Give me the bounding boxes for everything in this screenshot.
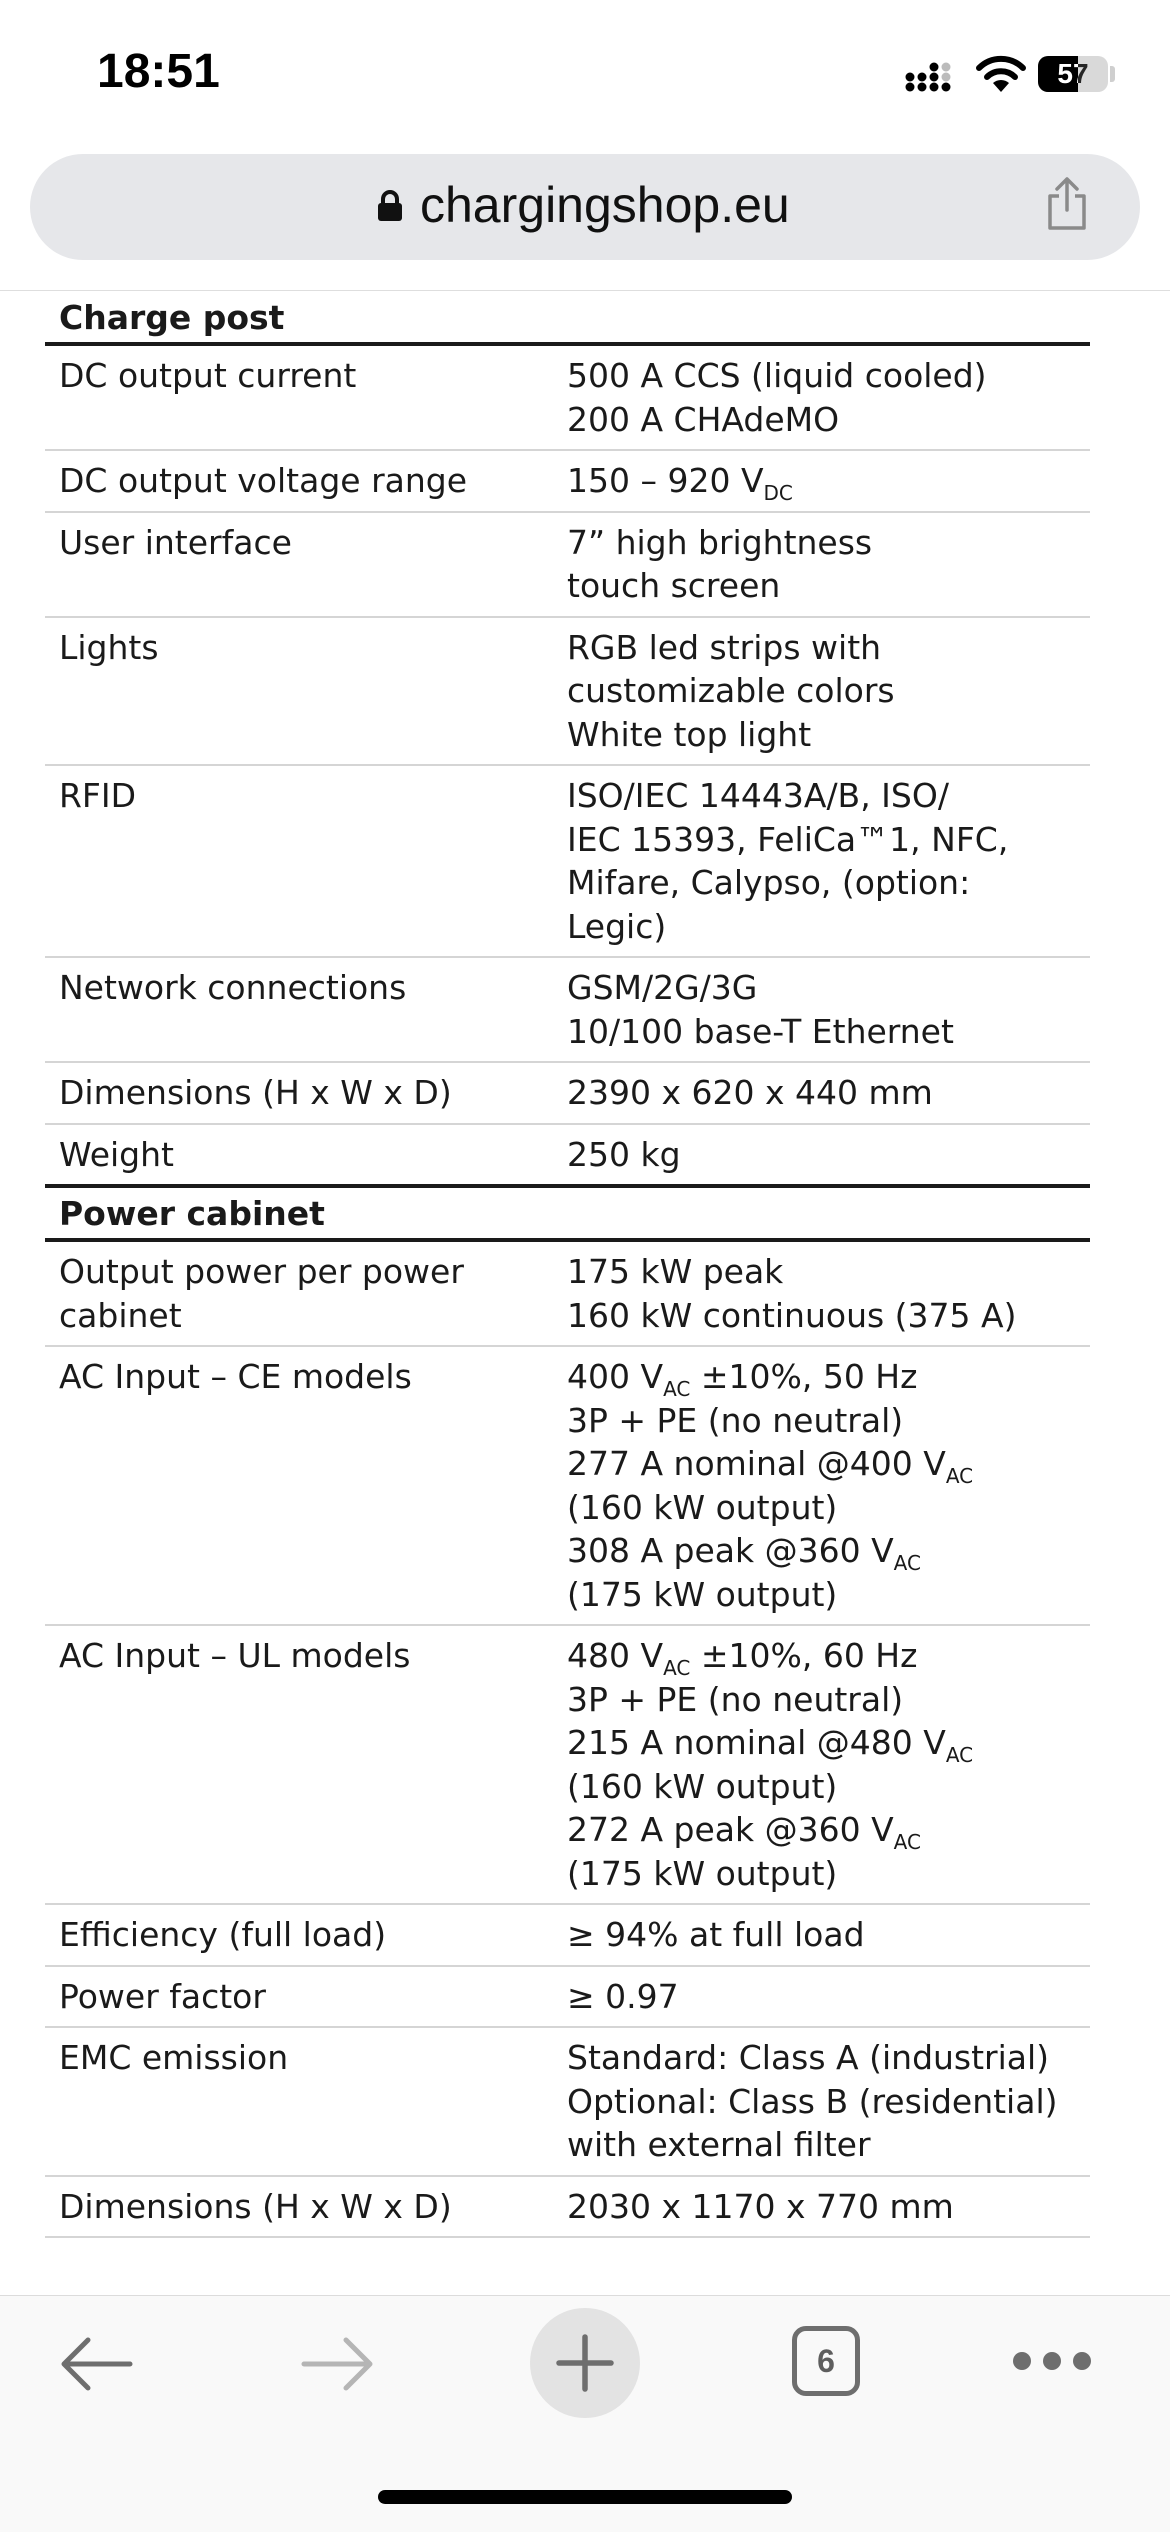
- spec-label: [45, 1250, 567, 1337]
- spec-value-text: IEC 15393, FeliCa™1, NFC,: [567, 819, 1009, 859]
- spec-value-line: [567, 521, 1090, 565]
- table-row: [45, 958, 1090, 1063]
- spec-value-line: [567, 459, 1090, 503]
- spec-value-text: 3P + PE (no neutral): [567, 1679, 904, 1719]
- spec-label-line: AC Input – CE models: [59, 1357, 412, 1396]
- table-row: [45, 1347, 1090, 1626]
- table-row: [45, 1905, 1090, 1967]
- spec-value-text: touch screen: [567, 566, 781, 605]
- spec-label: [45, 966, 567, 1053]
- spec-label-line: RFID: [59, 776, 137, 815]
- spec-table: [45, 292, 1090, 2238]
- spec-value-line: [567, 1399, 1090, 1443]
- spec-label-line: Power factor: [59, 1976, 266, 2016]
- spec-value-text: GSM/2G/3G: [567, 968, 758, 1007]
- spec-value-text: RGB led strips with: [567, 627, 882, 667]
- spec-value-line: [567, 713, 1090, 757]
- spec-value-text: ≥ 0.97: [567, 1976, 679, 2016]
- spec-value-line: [567, 966, 1090, 1010]
- spec-label-line: User interface: [59, 522, 292, 562]
- spec-value-line: [567, 2080, 1090, 2124]
- table-row: [45, 513, 1090, 618]
- spec-label: [45, 521, 567, 608]
- spec-value: [567, 626, 1090, 757]
- spec-value-line: [567, 905, 1090, 949]
- spec-value-text: 480 V: [567, 1636, 664, 1675]
- spec-label-line: Network connections: [59, 968, 407, 1007]
- spec-value-line: [567, 626, 1090, 670]
- spec-value: [567, 2036, 1090, 2167]
- spec-value-text: (175 kW output): [567, 1574, 838, 1614]
- spec-label: [45, 1975, 567, 2019]
- spec-value-text: 10/100 base-T Ethernet: [567, 1011, 954, 1051]
- table-row: [45, 1125, 1090, 1189]
- spec-value-text: Legic): [567, 906, 667, 946]
- spec-value-text: 160 kW continuous (375 A): [567, 1295, 1017, 1335]
- spec-value-text: (175 kW output): [567, 1853, 838, 1893]
- spec-value-text: 500 A CCS (liquid cooled): [567, 356, 987, 395]
- unit-subscript: AC: [663, 1377, 691, 1401]
- spec-value: [567, 1071, 1090, 1115]
- spec-value-text: 2030 x 1170 x 770 mm: [567, 2186, 954, 2226]
- lock-icon: [377, 190, 403, 222]
- spec-value-line: [567, 398, 1090, 442]
- spec-value-text: (160 kW output): [567, 1766, 838, 1806]
- table-row: [45, 451, 1090, 513]
- spec-value-line: [567, 1486, 1090, 1530]
- wifi-icon: [975, 54, 1027, 94]
- unit-subscript: AC: [893, 1830, 921, 1854]
- table-row: [45, 2177, 1090, 2239]
- spec-value-text: 150 – 920 V: [567, 461, 764, 500]
- spec-value-text: ≥ 94% at full load: [567, 1915, 865, 1954]
- spec-value-line: [567, 1250, 1090, 1294]
- spec-label-line: EMC emission: [59, 2038, 289, 2077]
- spec-value-line: [567, 1442, 1090, 1486]
- spec-value-text: ±10%, 50 Hz: [690, 1357, 918, 1396]
- spec-label-line: AC Input – UL models: [59, 1636, 411, 1675]
- spec-value-text: (160 kW output): [567, 1487, 838, 1527]
- spec-value-text: 250 kg: [567, 1134, 681, 1174]
- spec-label: [45, 2185, 567, 2229]
- section-header: Power cabinet: [45, 1188, 1090, 1242]
- spec-value-line: [567, 1294, 1090, 1338]
- spec-label-line: Weight: [59, 1134, 174, 1174]
- more-options-icon[interactable]: [1010, 2348, 1094, 2374]
- spec-value-line: [567, 774, 1090, 818]
- spec-value-text: ±10%, 60 Hz: [690, 1636, 918, 1675]
- spec-value: [567, 1634, 1090, 1895]
- spec-value: [567, 774, 1090, 948]
- spec-value-line: [567, 1133, 1090, 1177]
- spec-label-line: DC output current: [59, 356, 357, 395]
- spec-value-text: 272 A peak @360 V: [567, 1810, 894, 1849]
- spec-label: [45, 1355, 567, 1616]
- spec-value-line: [567, 1355, 1090, 1399]
- table-row: [45, 1242, 1090, 1347]
- spec-label-line: DC output voltage range: [59, 461, 468, 500]
- status-time: 18:51: [97, 45, 220, 98]
- spec-label: [45, 1913, 567, 1957]
- spec-value: [567, 966, 1090, 1053]
- spec-value-line: [567, 1765, 1090, 1809]
- spec-value-line: [567, 354, 1090, 398]
- spec-value-line: [567, 1678, 1090, 1722]
- spec-label: [45, 626, 567, 757]
- spec-value: [567, 1355, 1090, 1616]
- spec-value-text: 7” high brightness: [567, 522, 873, 562]
- spec-label-line: cabinet: [59, 1295, 182, 1335]
- spec-value-text: customizable colors: [567, 671, 895, 710]
- spec-value-line: [567, 2036, 1090, 2080]
- spec-value-line: [567, 1634, 1090, 1678]
- spec-value: [567, 1975, 1090, 2019]
- spec-value: [567, 2185, 1090, 2229]
- spec-value-text: 400 V: [567, 1357, 664, 1396]
- spec-value-line: [567, 1808, 1090, 1852]
- spec-label: [45, 354, 567, 441]
- spec-value-text: 277 A nominal @400 V: [567, 1444, 946, 1483]
- spec-value-line: [567, 1721, 1090, 1765]
- forward-arrow-icon[interactable]: [300, 2336, 376, 2392]
- spec-value-text: ISO/IEC 14443A/B, ISO/: [567, 776, 949, 815]
- spec-label-line: Dimensions (H x W x D): [59, 2186, 452, 2226]
- spec-label-line: Output power per power: [59, 1252, 464, 1291]
- spec-value-line: [567, 1071, 1090, 1115]
- spec-label: [45, 1133, 567, 1177]
- spec-label: [45, 774, 567, 948]
- spec-label-line: Lights: [59, 627, 159, 667]
- spec-value-line: [567, 2185, 1090, 2229]
- spec-value-line: [567, 861, 1090, 905]
- tabs-button[interactable]: 6: [792, 2326, 860, 2396]
- spec-value: [567, 1250, 1090, 1337]
- spec-label: [45, 459, 567, 503]
- spec-value-text: Mifare, Calypso, (option:: [567, 863, 971, 902]
- back-arrow-icon[interactable]: [58, 2336, 134, 2392]
- spec-value-text: 3P + PE (no neutral): [567, 1400, 904, 1440]
- spec-value: [567, 1913, 1090, 1957]
- spec-value-line: [567, 1010, 1090, 1054]
- battery-icon: [1038, 56, 1108, 92]
- spec-label: [45, 1071, 567, 1115]
- spec-value-line: [567, 2123, 1090, 2167]
- new-tab-button[interactable]: [530, 2308, 640, 2418]
- spec-value: [567, 354, 1090, 441]
- spec-label: [45, 1634, 567, 1895]
- spec-value-line: [567, 1913, 1090, 1957]
- spec-value-text: 200 A CHAdeMO: [567, 399, 840, 439]
- spec-value-text: 175 kW peak: [567, 1252, 784, 1291]
- table-row: [45, 1063, 1090, 1125]
- spec-label-line: Dimensions (H x W x D): [59, 1073, 452, 1112]
- spec-value-line: [567, 669, 1090, 713]
- spec-value-text: Optional: Class B (residential): [567, 2081, 1058, 2121]
- spec-value-line: [567, 1852, 1090, 1896]
- spec-value-line: [567, 1975, 1090, 2019]
- spec-value-text: White top light: [567, 714, 812, 754]
- table-row: [45, 618, 1090, 767]
- section-header: Charge post: [45, 292, 1090, 346]
- table-row: [45, 1626, 1090, 1905]
- table-row: [45, 1967, 1090, 2029]
- unit-subscript: DC: [763, 481, 793, 505]
- spec-value-text: 2390 x 620 x 440 mm: [567, 1073, 933, 1112]
- url-text[interactable]: chargingshop.eu: [420, 177, 790, 233]
- battery-level: 57: [1057, 58, 1089, 89]
- content-top-divider: [0, 290, 1170, 291]
- table-row: [45, 766, 1090, 958]
- spec-label-line: Efficiency (full load): [59, 1915, 387, 1954]
- unit-subscript: AC: [663, 1656, 691, 1680]
- plus-icon: [555, 2333, 615, 2393]
- home-indicator: [378, 2490, 792, 2504]
- spec-value: [567, 459, 1090, 503]
- spec-value: [567, 521, 1090, 608]
- spec-value-text: 215 A nominal @480 V: [567, 1723, 946, 1762]
- unit-subscript: AC: [945, 1743, 974, 1767]
- share-icon[interactable]: [1044, 176, 1090, 232]
- unit-subscript: AC: [893, 1551, 921, 1575]
- spec-value-text: with external filter: [567, 2125, 871, 2164]
- spec-value-line: [567, 564, 1090, 608]
- status-bar: [0, 0, 1170, 150]
- spec-value-text: 308 A peak @360 V: [567, 1531, 894, 1570]
- spec-value-line: [567, 1573, 1090, 1617]
- cellular-signal-icon: [905, 60, 957, 92]
- table-row: [45, 2028, 1090, 2177]
- battery-tip: [1110, 66, 1115, 82]
- spec-value: [567, 1133, 1090, 1177]
- unit-subscript: AC: [945, 1464, 974, 1488]
- spec-value-text: Standard: Class A (industrial): [567, 2038, 1050, 2077]
- spec-value-line: [567, 1529, 1090, 1573]
- spec-label: [45, 2036, 567, 2167]
- table-row: [45, 346, 1090, 451]
- spec-value-line: [567, 818, 1090, 862]
